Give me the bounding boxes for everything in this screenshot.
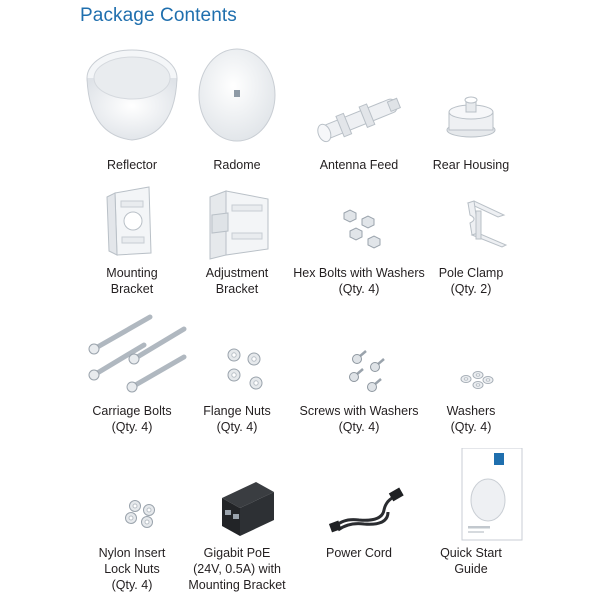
washers-icon [401, 305, 541, 400]
item-label: Adjustment Bracket [205, 266, 269, 296]
item-label: Pole Clamp (Qty. 2) [438, 266, 504, 296]
adjustment-bracket-icon [167, 175, 307, 265]
radome-icon [167, 40, 307, 150]
item-label: Rear Housing [432, 158, 510, 172]
item-label: Washers (Qty. 4) [446, 404, 496, 434]
poe-adapter-icon [167, 448, 307, 543]
quick-start-guide-icon [401, 448, 541, 543]
item-label: Carriage Bolts (Qty. 4) [92, 404, 172, 434]
item-label: Hex Bolts with Washers (Qty. 4) [293, 266, 425, 296]
item-label: Mounting Bracket [106, 266, 158, 296]
item-label: Gigabit PoE (24V, 0.5A) with Mounting Bracket [188, 546, 286, 592]
flange-nuts-icon [167, 305, 307, 400]
item-label: Reflector [106, 158, 158, 172]
item-label: Power Cord [326, 546, 392, 560]
rear-housing-icon [401, 40, 541, 150]
item-label: Flange Nuts (Qty. 4) [203, 404, 271, 434]
item-label: Radome [213, 158, 261, 172]
item-label: Nylon Insert Lock Nuts (Qty. 4) [98, 546, 166, 592]
item-label: Quick Start Guide [440, 546, 502, 576]
page-title: Package Contents [80, 5, 237, 26]
item-label: Screws with Washers (Qty. 4) [299, 404, 419, 434]
pole-clamp-icon [401, 175, 541, 265]
item-label: Antenna Feed [319, 158, 399, 172]
